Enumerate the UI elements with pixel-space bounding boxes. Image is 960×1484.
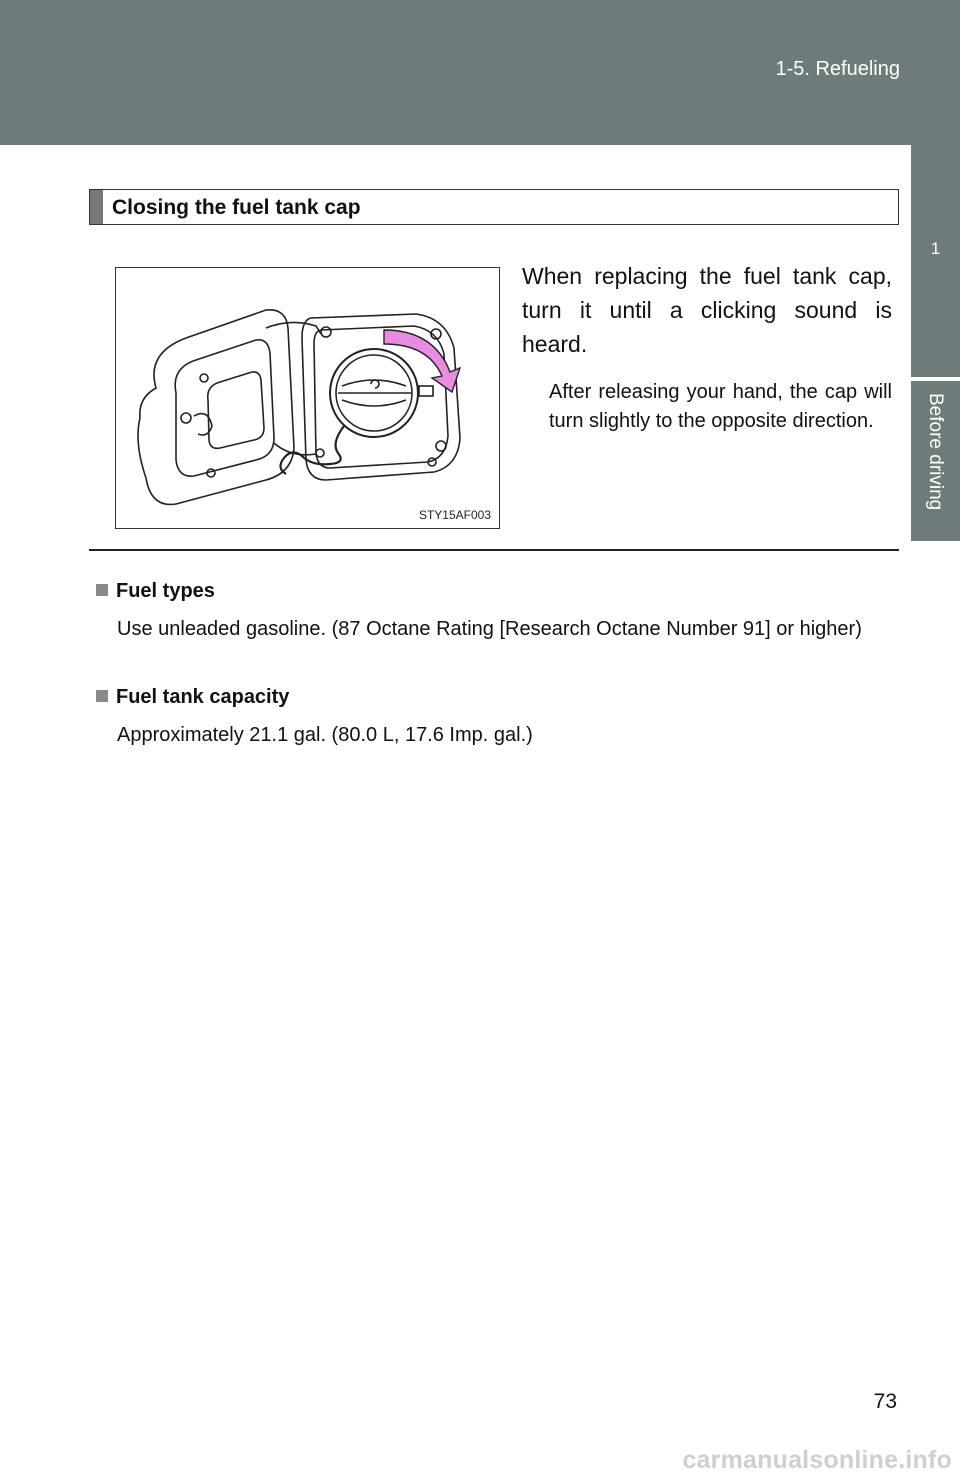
watermark: carmanualsonline.info [682,1446,952,1474]
chapter-label: Before driving [925,393,946,511]
figure-code: STY15AF003 [418,508,491,522]
fuel-capacity-heading-text: Fuel tank capacity [116,686,290,708]
fuel-door-window [208,372,264,448]
fuel-types-heading [96,580,215,603]
door-hinge-arm [266,322,321,334]
fuel-door-inner [175,340,274,476]
page-header [0,0,960,145]
chapter-number: 1 [930,239,941,258]
bullet-square-icon [96,584,108,596]
fuel-cap-illustration [115,267,500,529]
section-heading-bar [90,190,103,224]
instruction-note: After releasing your hand, the cap will turn slightly to the opposite direction. [549,381,892,432]
section-heading-box [89,189,899,225]
fuel-capacity-text: Approximately 21.1 gal. (80.0 L, 17.6 Imp. gal.) [117,724,533,746]
bullet-square-icon [96,690,108,702]
cap-tether [280,426,344,474]
section-divider [89,549,899,551]
fuel-types-text: Use unleaded gasoline. (87 Octane Rating [Research Octane Number 91] or higher) [117,618,862,640]
chapter-label-tab [911,381,960,541]
fuel-door-outline [138,310,294,505]
fuel-types-heading-text: Fuel types [116,580,215,602]
chapter-tab [911,145,960,377]
instruction-text: When replacing the fuel tank cap, turn it until a clicking sound is heard. [522,263,892,357]
section-title: Closing the fuel tank cap [112,196,361,219]
header-section-title: 1-5. Refueling [775,58,900,80]
fuel-cap-drawing [116,268,500,529]
page-number: 73 [873,1390,897,1413]
fuel-capacity-heading [96,686,289,709]
